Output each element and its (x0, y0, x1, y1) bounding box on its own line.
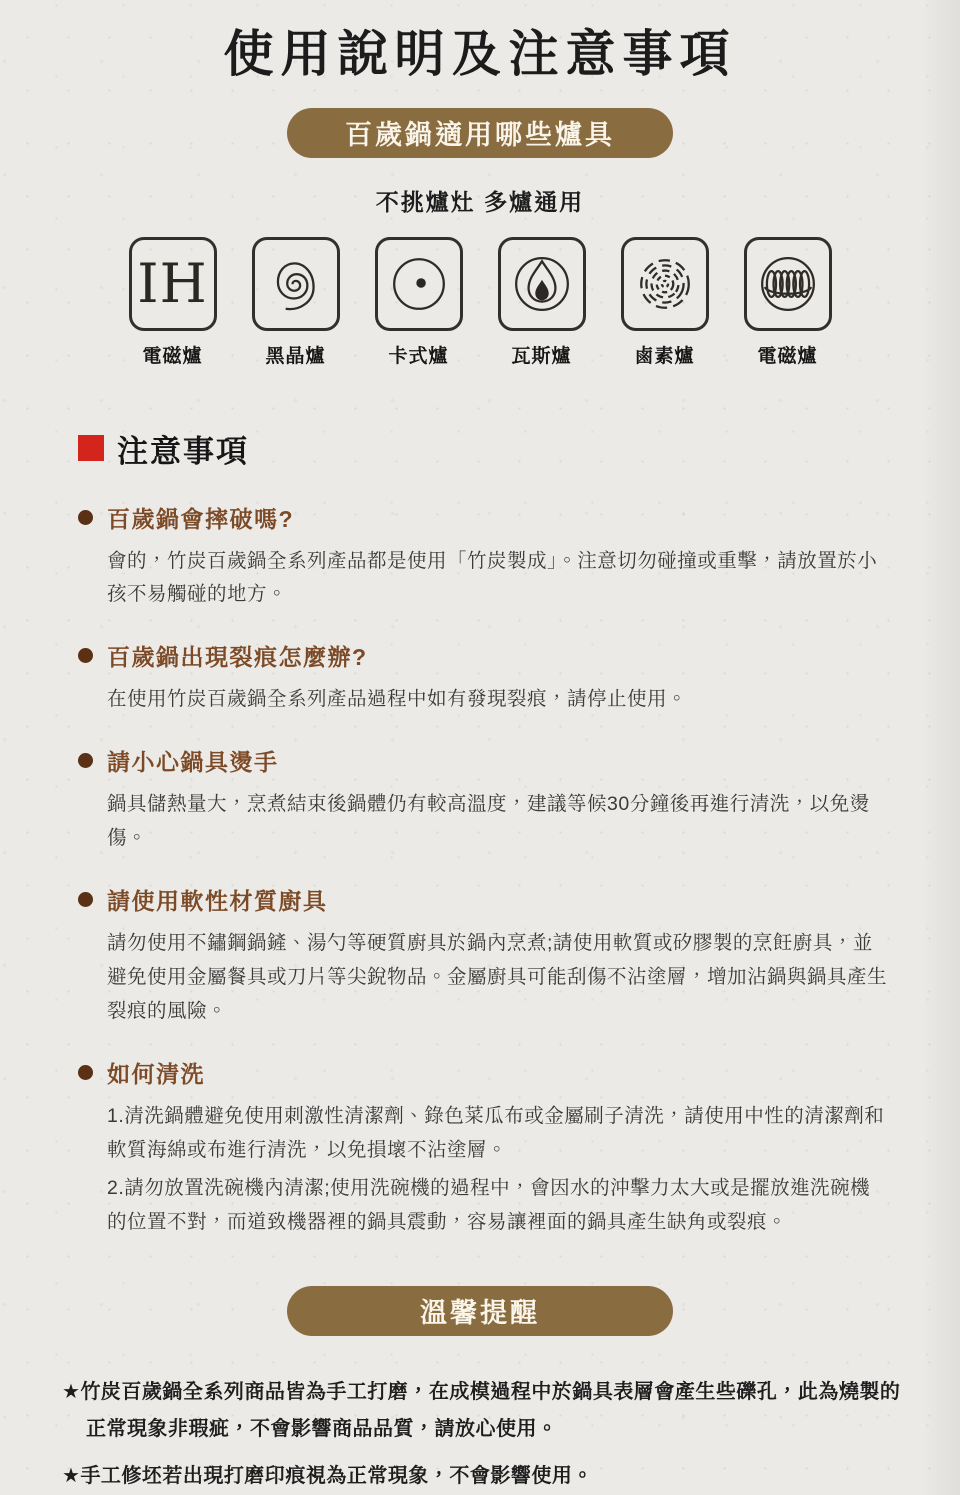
stove-row (0, 237, 960, 368)
page-title: 使用說明及注意事項 (223, 26, 737, 82)
reminder-badge (287, 1286, 673, 1336)
subtitle: 不挑爐灶 多爐通用 (375, 188, 585, 215)
notice-header-title: 注意事項 (117, 433, 249, 469)
stove-item-ih (129, 237, 217, 368)
notice-answer: 鍋具儲熱量大，烹煮結束後鍋體仍有較高溫度，建議等候30分鐘後再進行清洗，以免燙傷。 (107, 793, 870, 850)
red-square-icon (78, 435, 104, 461)
ih-letters: IH (137, 251, 208, 315)
stove-item-halogen (621, 237, 709, 368)
notice-item (78, 1056, 900, 1240)
footnote-text: 手工修坯若出現打磨印痕視為正常現象，不會影響使用。 (80, 1464, 593, 1487)
footnote (62, 1458, 920, 1495)
notice-question: 百歲鍋會摔破嗎? (107, 505, 295, 532)
footnote (62, 1374, 920, 1448)
bullet-icon (78, 1065, 93, 1080)
spiral-radiant-icon (252, 237, 340, 331)
notice-item (78, 501, 900, 613)
star-icon: ★ (62, 1464, 81, 1487)
stove-item-gas (498, 237, 586, 368)
notice-header (78, 426, 900, 471)
stove-label: 電磁爐 (142, 345, 203, 367)
notice-item (78, 744, 900, 856)
star-icon: ★ (62, 1380, 81, 1403)
notice-item (78, 639, 900, 717)
notice-question: 百歲鍋出現裂痕怎麼辦? (107, 644, 368, 671)
notice-question: 請使用軟性材質廚具 (107, 888, 328, 915)
bullet-icon (78, 753, 93, 768)
cassette-stove-icon (375, 237, 463, 331)
footnote-text: 竹炭百歲鍋全系列商品皆為手工打磨，在成模過程中於鍋具表層會產生些礫孔，此為燒製的正常現象非瑕疵，不會影響商品品質，請放心使用。 (80, 1380, 901, 1440)
stove-label: 黑晶爐 (265, 345, 326, 367)
stove-label: 鹵素爐 (634, 345, 695, 367)
reminder-badge-label: 溫馨提醒 (420, 1298, 540, 1329)
notice-answer: 2.請勿放置洗碗機內清潔;使用洗碗機的過程中，會因水的沖擊力太大或是擺放進洗碗機的位置不對，而道致機器裡的鍋具震動，容易讓裡面的鍋具產生缺角或裂痕。 (107, 1176, 871, 1233)
bullet-icon (78, 648, 93, 663)
stove-label: 卡式爐 (388, 345, 449, 367)
stove-compat-badge (287, 108, 673, 158)
notice-question: 請小心鍋具燙手 (107, 749, 279, 776)
notice-answer: 會的，竹炭百歲鍋全系列產品都是使用「竹炭製成」。注意切勿碰撞或重擊，請放置於小孩不易觸碰的地方。 (107, 549, 878, 606)
notice-question: 如何清洗 (107, 1060, 205, 1087)
notice-answer: 在使用竹炭百歲鍋全系列產品過程中如有發現裂痕，請停止使用。 (107, 688, 688, 711)
notice-answer: 1.清洗鍋體避免使用刺激性清潔劑、錄色菜瓜布或金屬刷子清洗，請使用中性的清潔劑和軟質海綿或布進行清洗，以免損壞不沾塗層。 (107, 1104, 885, 1161)
stove-item-radiant (252, 237, 340, 368)
stove-item-induction-coil (744, 237, 832, 368)
gas-flame-icon (498, 237, 586, 331)
bullet-icon (78, 892, 93, 907)
stove-label: 電磁爐 (757, 345, 818, 367)
notice-answer: 請勿使用不鏽鋼鍋鏟、湯勺等硬質廚具於鍋內烹煮;請使用軟質或矽膠製的烹飪廚具，並避免使用金屬餐具或刀片等尖銳物品。金屬廚具可能刮傷不沾塗層，增加沾鍋與鍋具產生裂痕的風險。 (107, 932, 888, 1022)
halogen-stove-icon (621, 237, 709, 331)
notice-item (78, 883, 900, 1029)
stove-label: 瓦斯爐 (511, 345, 572, 367)
footnotes (62, 1374, 920, 1495)
notice-section (78, 426, 900, 1240)
ih-induction-icon (129, 237, 217, 331)
stove-item-cassette (375, 237, 463, 368)
induction-coil-icon (744, 237, 832, 331)
bullet-icon (78, 510, 93, 525)
stove-compat-badge-label: 百歲鍋適用哪些爐具 (345, 120, 615, 150)
